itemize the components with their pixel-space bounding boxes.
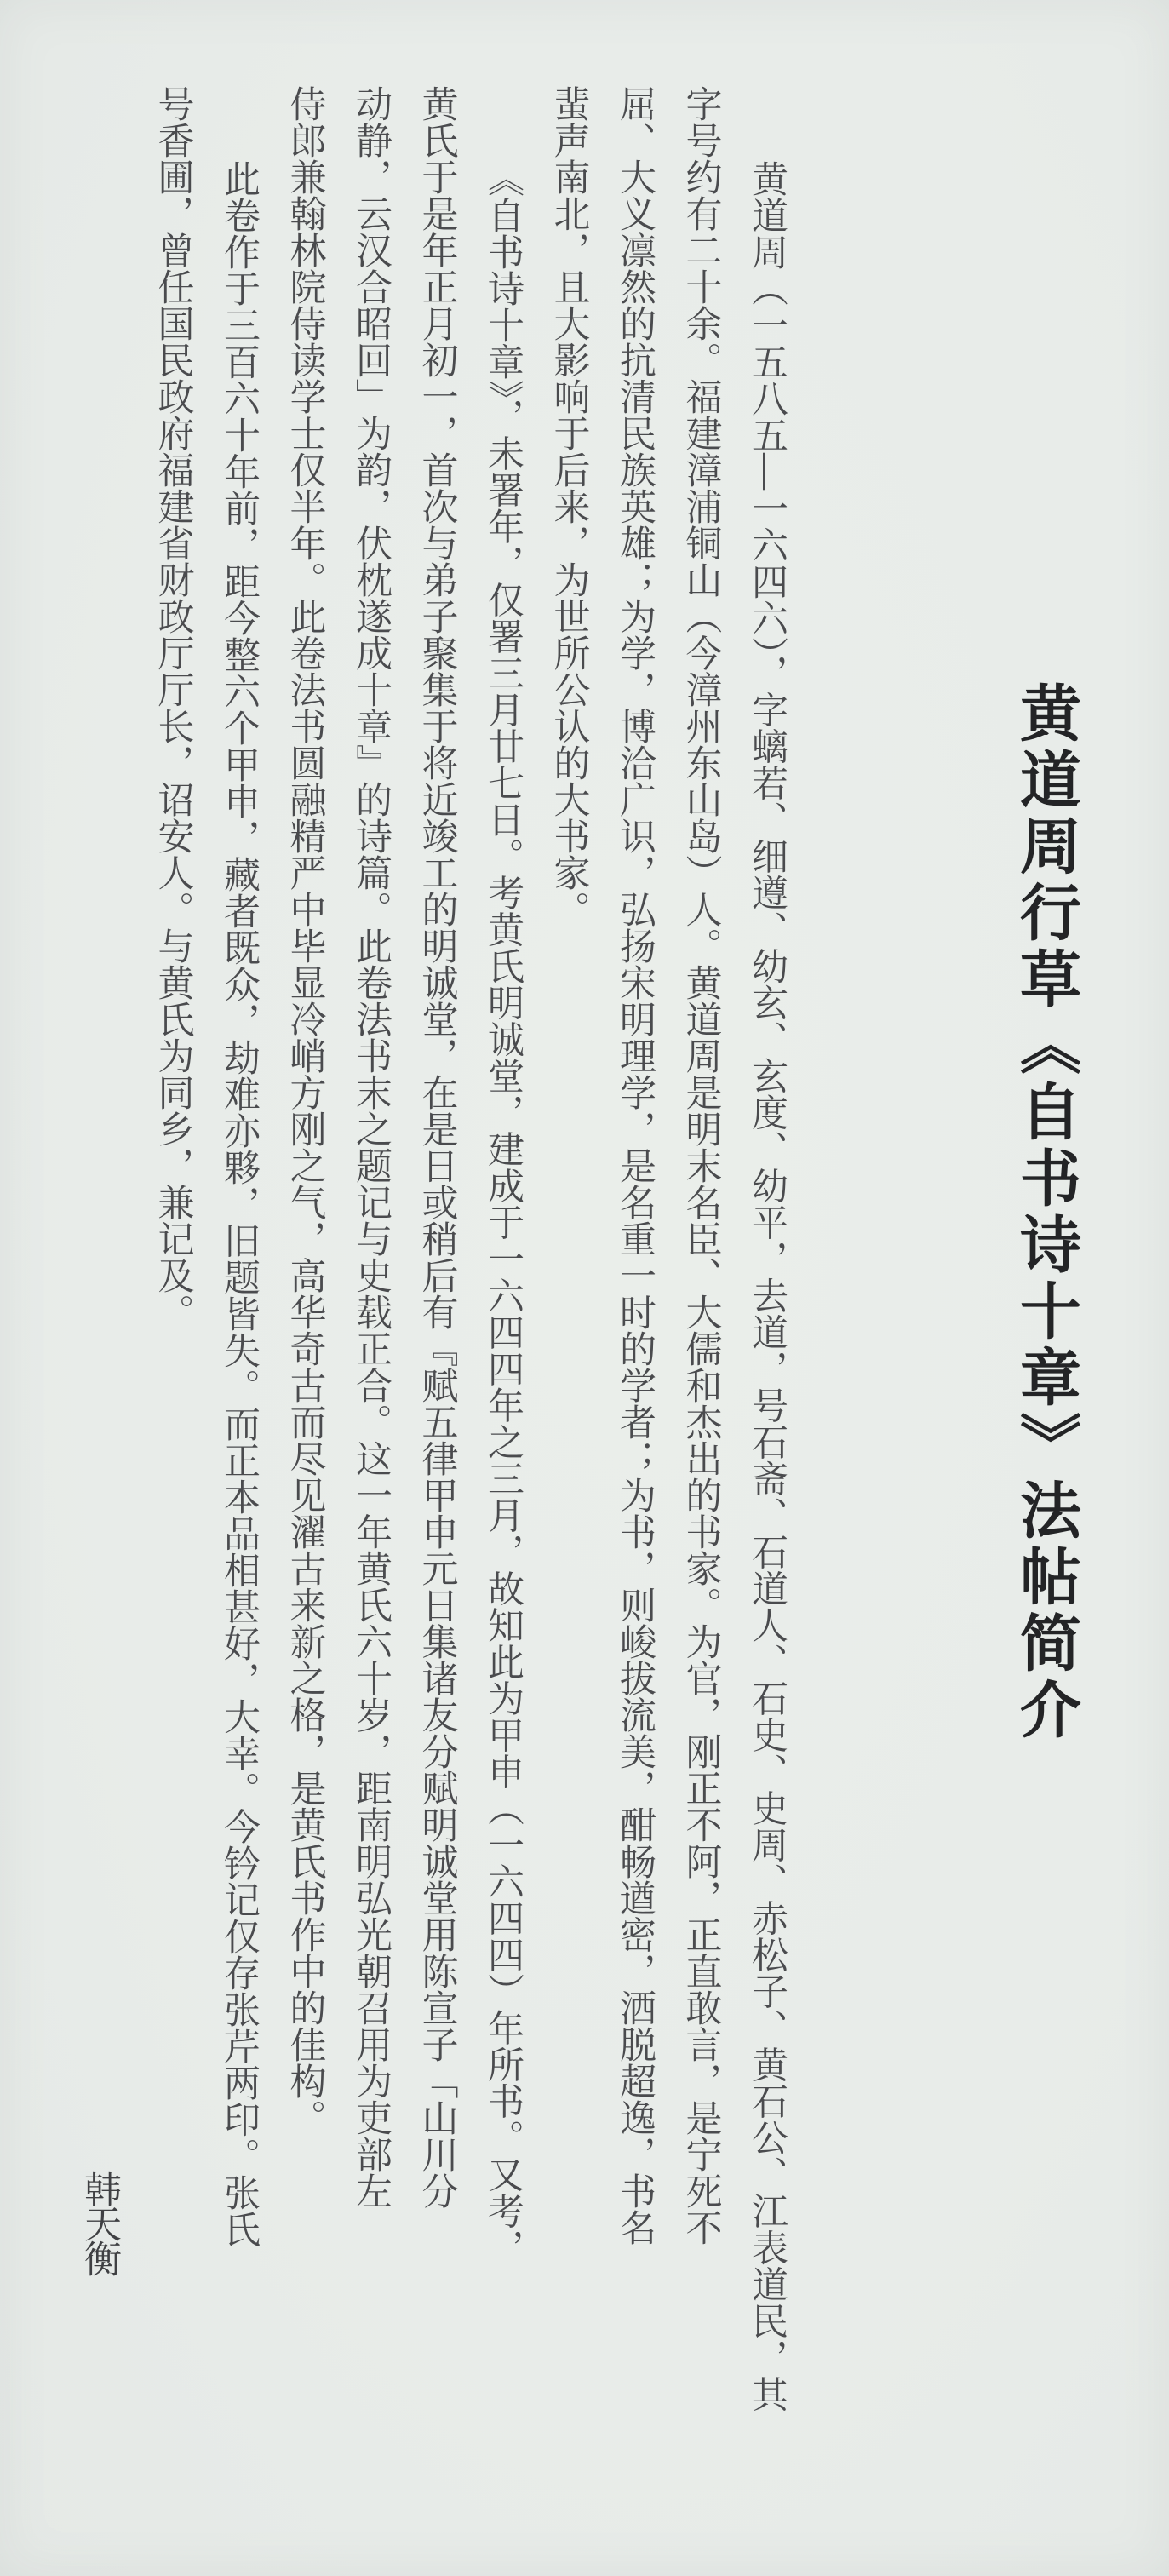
text-column-5: 《自书诗十章》，未署年，仅署三月廿七日。考黄氏明诚堂，建成于一六四四年之三月，故知此为甲申（一六四四）年所书。又考，	[483, 160, 523, 2266]
text-column-9: 此卷作于三百六十年前，距今整六个甲申，藏者既众，劫难亦夥，旧题皆失。而正本品相甚好，大幸。今钤记仅存张芹两印。张氏	[219, 160, 259, 2247]
text-column-1: 黄道周（一五八五—一六四六），字螭若、细遵、幼玄、玄度、幼平，去道，号石斋、石道人、石史、史周、赤松子、黄石公、江表道民，其	[747, 160, 787, 2412]
article-columns	[118, 85, 799, 2470]
text-column-10: 号香圃，曾任国民政府福建省财政厅厅长，诏安人。与黄氏为同乡，兼记及。	[152, 85, 193, 1330]
text-column-7: 动静，云汉合昭回」为韵，伏枕遂成十章』的诗篇。此卷法书末之题记与史载正合。这一年黄氏六十岁，距南明弘光朝召用为吏部左	[351, 85, 391, 2209]
text-column-8: 侍郎兼翰林院侍读学士仅半年。此卷法书圆融精严中毕显冷峭方刚之气，高华奇古而尽见濯古来新之格，是黄氏书作中的佳构。	[284, 85, 325, 2136]
author-signature: 韩天衡	[78, 2170, 120, 2275]
text-column-4: 蜚声南北，且大影响于后来，为世所公认的大书家。	[548, 85, 589, 927]
page-title: 黄道周行草《自书诗十章》法帖简介	[1011, 681, 1079, 1744]
text-column-2: 字号约有二十余。福建漳浦铜山（今漳州东山岛）人。黄道周是明末名臣、大儒和杰出的书家。为官，刚正不阿，正直敢言，是宁死不	[680, 85, 721, 2246]
text-column-3: 屈、大义凛然的抗清民族英雄；为学，博洽广识，弘扬宋明理学，是名重一时的学者；为书，则峻拔流美，酣畅遒密，洒脱超逸，书名	[615, 85, 655, 2246]
text-column-6: 黄氏于是年正月初一，首次与弟子聚集于将近竣工的明诚堂，在是日或稍后有『赋五律甲申元日集诸友分赋明诚堂用陈宣子「山川分	[416, 85, 457, 2209]
